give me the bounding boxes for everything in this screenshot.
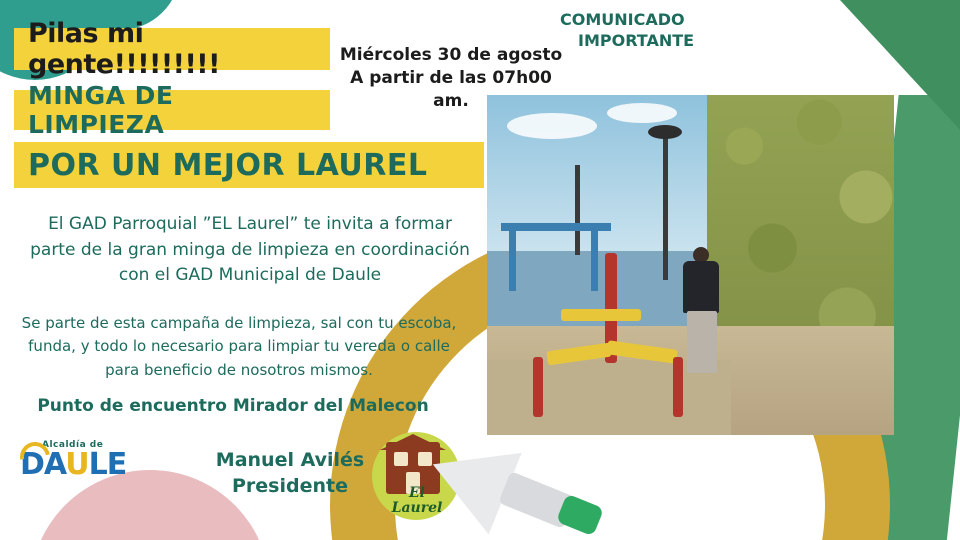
lamp-post: [663, 130, 668, 280]
signature-role: Presidente: [232, 474, 348, 497]
photo-cloud: [507, 113, 597, 139]
headline-main-text: POR UN MEJOR LAUREL: [28, 147, 428, 183]
headline-alert-text: Pilas mi gente!!!!!!!!!: [28, 18, 220, 80]
body-paragraph-2: Se parte de esta campaña de limpieza, sal con tu escoba, funda, y todo lo necesario para limpiar tu vereda o calle para beneficio de nosotros mismos.: [21, 314, 457, 379]
meeting-point-text: Punto de encuentro Mirador del Malecon: [37, 396, 429, 416]
signature-name: Manuel Avilés: [215, 449, 365, 471]
daule-wordmark-part2: LE: [88, 447, 127, 482]
headline-subtitle-text: MINGA DE LIMPIEZA: [28, 81, 174, 139]
notice-line-1: COMUNICADO: [560, 10, 685, 29]
headline-main: [14, 142, 484, 188]
park-photo: [487, 95, 894, 435]
daule-wordmark-part1: DA: [20, 447, 66, 482]
photo-cloud: [607, 103, 677, 123]
daule-logo-top-text: Alcaldía de: [42, 440, 104, 450]
house-window: [394, 452, 408, 466]
gym-equipment-bar: [561, 309, 641, 321]
notice-label: [560, 10, 760, 52]
gym-equipment-post: [673, 357, 683, 417]
gym-structure: [509, 231, 516, 291]
el-laurel-logo-line2: Laurel: [391, 499, 443, 516]
headline-alert: [14, 18, 330, 80]
gym-equipment-post: [533, 357, 543, 417]
daule-logo: [20, 440, 150, 480]
body-paragraph-1: El GAD Parroquial ”EL Laurel” te invita a formar parte de la gran minga de limpieza en coordinación con el GAD Municipal de Daule: [30, 214, 470, 285]
megaphone-cone: [416, 424, 521, 535]
headline-subtitle: [14, 81, 330, 139]
lamp-post-2: [575, 165, 580, 255]
megaphone-icon: [420, 425, 620, 540]
event-date-line2: A partir de las 07h00 am.: [350, 67, 552, 111]
person-legs: [687, 311, 717, 373]
event-date-block: [336, 44, 566, 113]
gym-structure: [591, 231, 598, 291]
gym-structure: [501, 223, 611, 231]
notice-line-2: IMPORTANTE: [578, 30, 695, 50]
el-laurel-logo-line1: El: [409, 485, 425, 501]
event-date-line1: Miércoles 30 de agosto: [339, 45, 563, 65]
daule-wordmark-u: U: [65, 447, 89, 482]
lamp-head: [648, 125, 682, 139]
person-body: [683, 261, 719, 313]
